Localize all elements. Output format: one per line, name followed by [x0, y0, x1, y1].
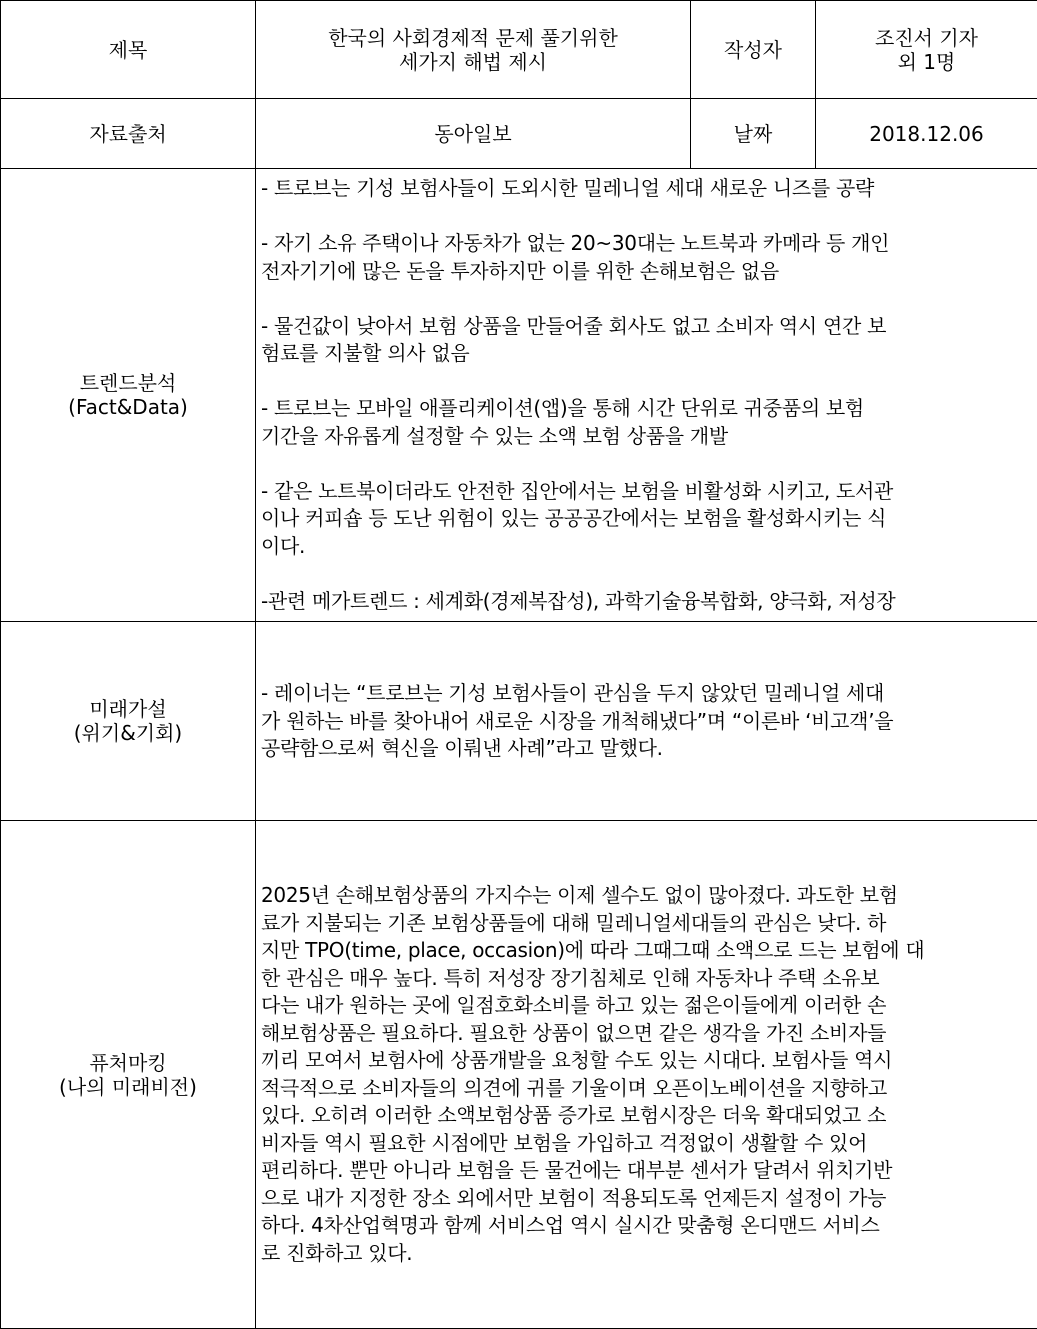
- author-line: 외 1명: [816, 50, 1037, 74]
- future-line: 적극적으로 소비자들의 의견에 귀를 기울이며 오픈이노베이션을 지향하고: [261, 1075, 1031, 1103]
- trend-content: [256, 169, 1037, 622]
- trend-line: -관련 메가트렌드 : 세계화(경제복잡성), 과학기술융복합화, 양극화, 저성장: [261, 588, 1031, 616]
- date-value: [816, 99, 1037, 169]
- source-row: [1, 99, 1037, 169]
- future-line: 편리하다. 뿐만 아니라 보험을 든 물건에는 대부분 센서가 달려서 위치기반: [261, 1157, 1031, 1185]
- hypothesis-line: - 레이너는 “트로브는 기성 보험사들이 관심을 두지 않았던 밀레니얼 세대: [261, 680, 1031, 708]
- title-row: [1, 1, 1037, 99]
- future-line: 끼리 모여서 보험사에 상품개발을 요청할 수도 있는 시대다. 보험사들 역시: [261, 1047, 1031, 1075]
- hypothesis-content: [256, 622, 1037, 821]
- hypothesis-line: 가 원하는 바를 찾아내어 새로운 시장을 개척해냈다”며 “이른바 ‘비고객’을: [261, 708, 1031, 736]
- trend-paragraph: [261, 588, 1031, 616]
- future-line: 하다. 4차산업혁명과 함께 서비스업 역시 실시간 맞춤형 온디맨드 서비스: [261, 1212, 1031, 1240]
- hypothesis-label-line: (위기&기회): [1, 721, 255, 745]
- future-line: 비자들 역시 필요한 시점에만 보험을 가입하고 걱정없이 생활할 수 있어: [261, 1130, 1031, 1158]
- future-label-line: (나의 미래비전): [1, 1075, 255, 1099]
- trend-line: 이다.: [261, 533, 1031, 561]
- future-line: 있다. 오히려 이러한 소액보험상품 증가로 보험시장은 더욱 확대되었고 소: [261, 1102, 1031, 1130]
- title-value: [256, 1, 691, 99]
- trend-label-line: (Fact&Data): [1, 395, 255, 419]
- future-label-line: 퓨처마킹: [1, 1051, 255, 1075]
- trend-label: [1, 169, 256, 622]
- trend-line: - 트로브는 기성 보험사들이 도외시한 밀레니얼 세대 새로운 니즈를 공략: [261, 175, 1031, 203]
- trend-line: - 물건값이 낮아서 보험 상품을 만들어줄 회사도 없고 소비자 역시 연간 보: [261, 313, 1031, 341]
- hypothesis-row: [1, 622, 1037, 821]
- trend-line: - 같은 노트북이더라도 안전한 집안에서는 보험을 비활성화 시키고, 도서관: [261, 478, 1031, 506]
- author-label: [691, 1, 816, 99]
- title-line: 세가지 해법 제시: [256, 50, 690, 74]
- trend-row: [1, 169, 1037, 622]
- title-line: 한국의 사회경제적 문제 풀기위한: [256, 26, 690, 50]
- future-row: [1, 821, 1037, 1329]
- future-line: 한 관심은 매우 높다. 특히 저성장 장기침체로 인해 자동차나 주택 소유보: [261, 965, 1031, 993]
- source-label-text: 자료출처: [1, 122, 255, 146]
- future-line: 2025년 손해보험상품의 가지수는 이제 셀수도 없이 많아졌다. 과도한 보험: [261, 882, 1031, 910]
- trend-line: - 자기 소유 주택이나 자동차가 없는 20~30대는 노트북과 카메라 등 개인: [261, 230, 1031, 258]
- hypothesis-line: 공략함으로써 혁신을 이뤄낸 사례”라고 말했다.: [261, 735, 1031, 763]
- title-label: [1, 1, 256, 99]
- future-label: [1, 821, 256, 1329]
- trend-line: 전자기기에 많은 돈을 투자하지만 이를 위한 손해보험은 없음: [261, 258, 1031, 286]
- date-label-text: 날짜: [691, 122, 815, 146]
- hypothesis-label-line: 미래가설: [1, 697, 255, 721]
- trend-line: - 트로브는 모바일 애플리케이션(앱)을 통해 시간 단위로 귀중품의 보험: [261, 395, 1031, 423]
- trend-label-line: 트렌드분석: [1, 371, 255, 395]
- date-label: [691, 99, 816, 169]
- author-label-text: 작성자: [691, 38, 815, 62]
- future-line: 로 진화하고 있다.: [261, 1240, 1031, 1268]
- trend-paragraph: [261, 230, 1031, 285]
- future-line: 다는 내가 원하는 곳에 일점호화소비를 하고 있는 젊은이들에게 이러한 손: [261, 992, 1031, 1020]
- future-line: 해보험상품은 필요하다. 필요한 상품이 없으면 같은 생각을 가진 소비자들: [261, 1020, 1031, 1048]
- source-label: [1, 99, 256, 169]
- date-value-text: 2018.12.06: [816, 122, 1037, 146]
- source-value: [256, 99, 691, 169]
- future-line: 지만 TPO(time, place, occasion)에 따라 그때그때 소액으로 드는 보험에 대: [261, 937, 1031, 965]
- trend-line: 기간을 자유롭게 설정할 수 있는 소액 보험 상품을 개발: [261, 423, 1031, 451]
- author-line: 조진서 기자: [816, 26, 1037, 50]
- trend-paragraph: [261, 313, 1031, 368]
- source-value-text: 동아일보: [256, 122, 690, 146]
- author-value: [816, 1, 1037, 99]
- title-label-text: 제목: [1, 38, 255, 62]
- trend-paragraph: [261, 478, 1031, 561]
- hypothesis-label: [1, 622, 256, 821]
- trend-line: 험료를 지불할 의사 없음: [261, 340, 1031, 368]
- trend-paragraph: [261, 395, 1031, 450]
- future-line: 으로 내가 지정한 장소 외에서만 보험이 적용되도록 언제든지 설정이 가능: [261, 1185, 1031, 1213]
- trend-line: 이나 커피숍 등 도난 위험이 있는 공공공간에서는 보험을 활성화시키는 식: [261, 505, 1031, 533]
- future-content: [256, 821, 1037, 1329]
- future-line: 료가 지불되는 기존 보험상품들에 대해 밀레니얼세대들의 관심은 낮다. 하: [261, 910, 1031, 938]
- trend-paragraph: [261, 175, 1031, 203]
